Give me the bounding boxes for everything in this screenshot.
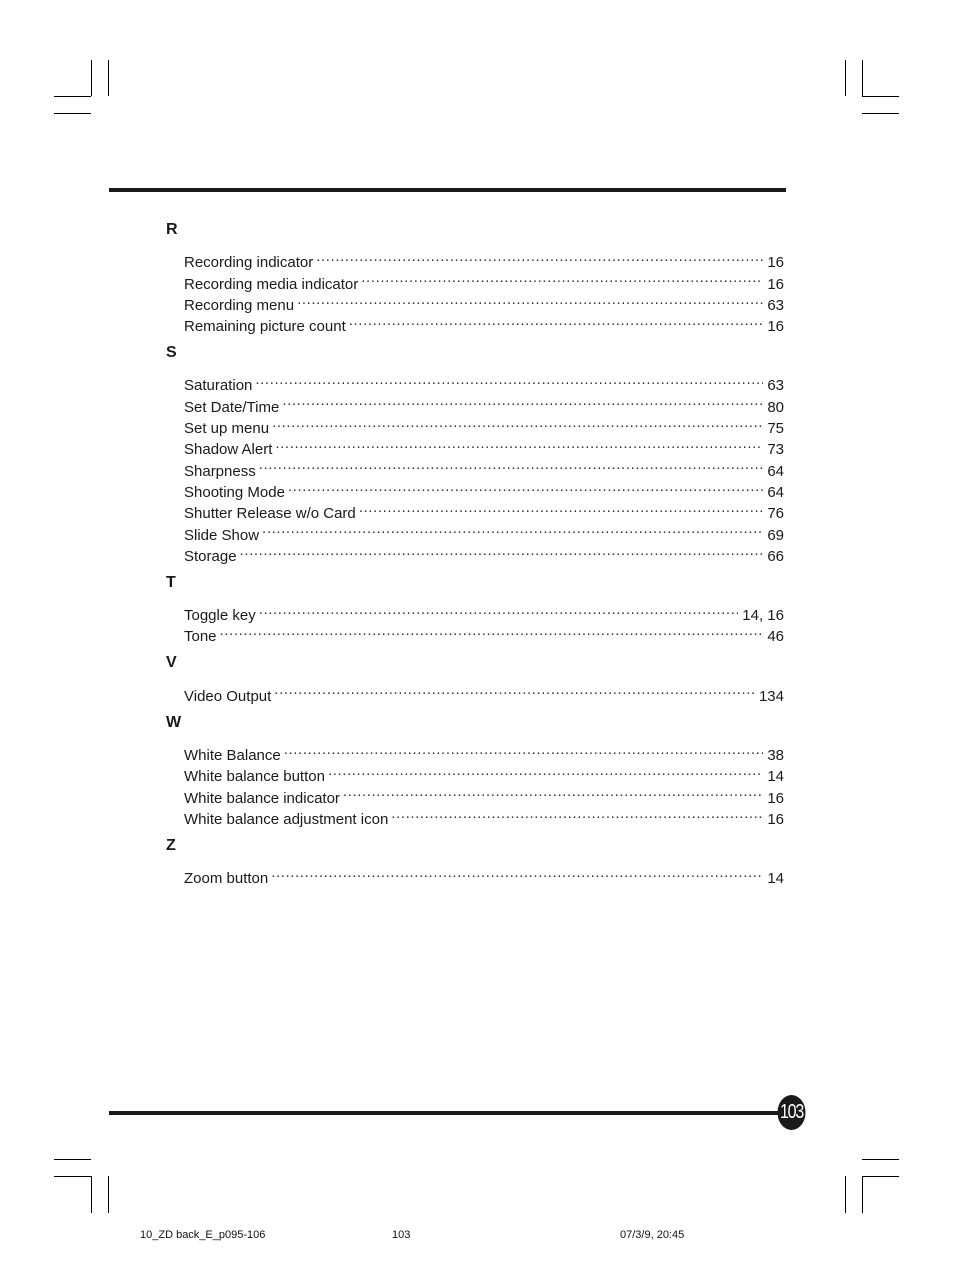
dot-leader: [259, 599, 739, 620]
dot-leader: [349, 310, 764, 331]
dot-leader: [275, 433, 763, 454]
dot-leader: [240, 540, 764, 561]
index-page-ref: 134: [758, 687, 784, 705]
index-term: Zoom button: [184, 870, 269, 888]
index-term: Remaining picture count: [184, 318, 346, 336]
section-letter: V: [166, 654, 177, 672]
section-letter: Z: [166, 836, 176, 854]
dot-leader: [391, 803, 763, 824]
index-entry: [184, 369, 784, 395]
index-section-r: [166, 220, 784, 336]
index-term: White balance adjustment icon: [184, 810, 389, 828]
index-term: Shutter Release w/o Card: [184, 505, 356, 523]
index-section-w: [166, 713, 784, 828]
dot-leader: [259, 454, 764, 475]
dot-leader: [220, 620, 764, 641]
index-page-ref: 73: [767, 441, 784, 459]
index-term: Shooting Mode: [184, 483, 285, 501]
crop-mark: [54, 1159, 91, 1160]
dot-leader: [343, 781, 763, 802]
index-page-ref: 16: [767, 810, 784, 828]
section-letter: S: [166, 344, 177, 362]
crop-mark: [91, 1176, 92, 1213]
top-rule: [109, 188, 786, 192]
index-term: Sharpness: [184, 462, 256, 480]
crop-mark: [862, 113, 899, 114]
index-term: White Balance: [184, 747, 281, 765]
dot-leader: [328, 760, 763, 781]
index-term: Video Output: [184, 687, 272, 705]
dot-leader: [272, 412, 763, 433]
index-section-t: [166, 573, 784, 646]
index-entry: [184, 476, 784, 501]
index-term: Set up menu: [184, 420, 270, 438]
index-page-ref: 16: [767, 254, 784, 272]
index-page-ref: 69: [767, 526, 784, 544]
index-list: [166, 220, 784, 888]
index-entry: [184, 862, 784, 888]
index-term: White balance indicator: [184, 789, 340, 807]
index-term: Storage: [184, 547, 237, 565]
index-entry: [184, 620, 784, 646]
index-entry: [184, 599, 784, 625]
crop-mark: [91, 60, 92, 96]
index-section-z: [166, 836, 784, 888]
dot-leader: [297, 289, 763, 310]
dot-leader: [361, 267, 763, 288]
section-letter: W: [166, 713, 182, 731]
index-term: Tone: [184, 628, 217, 646]
index-page-ref: 14: [767, 870, 784, 888]
index-entry: [184, 679, 784, 705]
index-entry: [184, 540, 784, 565]
crop-mark: [862, 96, 899, 97]
dot-leader: [288, 476, 763, 497]
index-section-v: [166, 653, 784, 705]
crop-mark: [862, 1159, 899, 1160]
section-letter: R: [166, 221, 178, 238]
footer-file-name: 10_ZD back_E_p095-106: [140, 1229, 266, 1241]
index-entry: [184, 412, 784, 438]
index-page-ref: 76: [767, 505, 784, 523]
index-term: Shadow Alert: [184, 441, 273, 459]
dot-leader: [255, 369, 763, 390]
crop-mark: [862, 60, 863, 96]
index-page-ref: 80: [767, 398, 784, 416]
index-entry: [184, 518, 784, 544]
dot-leader: [271, 862, 763, 883]
index-term: Slide Show: [184, 526, 260, 544]
crop-mark: [862, 1176, 863, 1213]
index-page-ref: 75: [767, 420, 784, 438]
bottom-rule: [109, 1111, 781, 1115]
index-term: Toggle key: [184, 607, 256, 625]
crop-mark: [54, 1176, 91, 1177]
section-letter: T: [166, 573, 176, 591]
index-entry: [184, 390, 784, 416]
index-page-ref: 46: [767, 628, 784, 646]
crop-mark: [54, 113, 91, 114]
index-page-ref: 14: [767, 768, 784, 786]
index-term: Recording media indicator: [184, 275, 359, 293]
crop-mark: [845, 60, 846, 96]
index-page-ref: 66: [767, 547, 784, 565]
crop-mark: [108, 1176, 109, 1213]
index-page-ref: 63: [767, 296, 784, 314]
crop-mark: [862, 1176, 899, 1177]
index-page-ref: 16: [767, 275, 784, 293]
footer-page-number: 103: [392, 1229, 411, 1241]
index-page-ref: 64: [767, 483, 784, 501]
index-entry: [184, 454, 784, 480]
dot-leader: [262, 518, 763, 539]
crop-mark: [845, 1176, 846, 1213]
crop-mark: [108, 60, 109, 96]
dot-leader: [282, 390, 763, 411]
index-page-ref: 16: [767, 789, 784, 807]
index-page-ref: 63: [767, 377, 784, 395]
index-section-s: [166, 343, 784, 565]
dot-leader: [359, 497, 764, 518]
index-entry: [184, 739, 784, 765]
index-page-ref: 38: [767, 747, 784, 765]
index-entry: [184, 433, 784, 459]
index-page-ref: 16: [767, 318, 784, 336]
dot-leader: [284, 739, 764, 760]
index-term: Set Date/Time: [184, 398, 280, 416]
index-term: Recording indicator: [184, 254, 314, 272]
index-entry: [184, 246, 784, 272]
index-term: Saturation: [184, 377, 253, 395]
index-page-ref: 14, 16: [742, 607, 784, 625]
index-page-ref: 64: [767, 462, 784, 480]
dot-leader: [274, 679, 755, 700]
index-term: White balance button: [184, 768, 325, 786]
footer-date: 07/3/9, 20:45: [620, 1229, 685, 1241]
dot-leader: [316, 246, 763, 267]
page-number-badge: 103: [778, 1095, 806, 1130]
index-term: Recording menu: [184, 296, 295, 314]
crop-mark: [54, 96, 91, 97]
